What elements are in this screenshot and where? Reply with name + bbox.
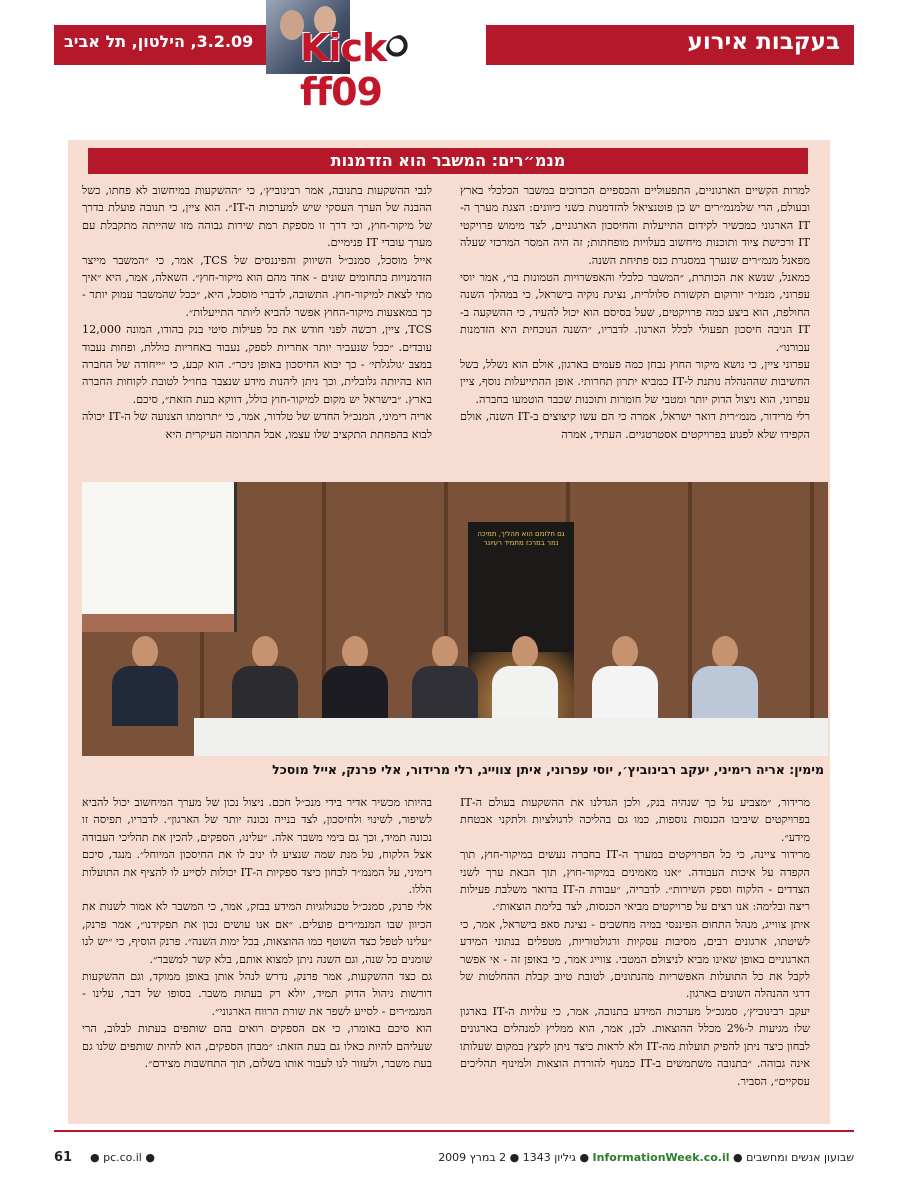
- panelist-body: [232, 666, 298, 726]
- site-link[interactable]: InformationWeek.co.il: [592, 1151, 730, 1164]
- panelist-body: [412, 666, 478, 726]
- pc-site: pc.co.il: [103, 1151, 142, 1164]
- paragraph: אלי פרנק, סמנכ״ל טכנולוגיות המידע בבזק, אמר, כי המשבר לא אמור לשנות את הכיוון שבו המנמ״רים פועלים. ״אם אנו עושים נכון את תפקידנו״, אמר פרנק, ״עלינו לטפל כצד השוטף כמו ההוצאות, בכל ימות השנה״. פרנק הוסיף, כי ״יש לנו שומנים כל שנה, וגם השנה ניתן למצוא אותם, בלא קשר למשבר״.: [82, 900, 432, 966]
- panelist: [692, 636, 758, 726]
- page-footer: [54, 1150, 854, 1172]
- panelist-body: [112, 666, 178, 726]
- panelist: [412, 636, 478, 726]
- article-headline: מנמ״רים: המשבר הוא הזדמנות: [88, 148, 808, 174]
- screen-band: [82, 614, 234, 632]
- date: 2 במרץ 2009: [438, 1151, 507, 1164]
- panelist: [112, 636, 178, 726]
- kickoff-logo: [266, 0, 486, 114]
- panelist-body: [692, 666, 758, 726]
- footer-left-site: ● pc.co.il ●: [90, 1151, 155, 1164]
- paragraph: בהיותו מכשיר אדיר בידי מנכ״ל חכם. ניצול נכון של מערך המיחשוב יכול להביא לשיפור, לשינוי ולחיסכון, לצד בנייה נכונה יותר של הארגון״. לדבריו, תפיסה זו נכונה תמיד, וכך גם בימי משבר אלה. ״עלינו, הספקים, להכין את תהליכי העבודה אצל הלקוח, על מנת שמה שנציע לו יניב לו את החיסכון המיוחל״. מנגד, סיכם רימיני, על המנמ״ר לבחון כיצד ספקיות ה-IT יכולות לסייע לו להציף את התועלות הללו.: [82, 796, 432, 897]
- panelist-body: [492, 666, 558, 726]
- panelist-head: [612, 636, 638, 668]
- issue: גיליון 1343: [522, 1151, 576, 1164]
- panelist-head: [432, 636, 458, 668]
- paragraph: כמאנל, שנשא את הכותרת, ״המשבר כלכלי והאפשרויות הטמונות בו״, אמר יוסי עפרוני, מנמ״ר יורוקום תקשורת סלולרית, נציגת נוקיה בישראל, כי במהלך השנה החולפת, הוא ביצע כמה פרויקטים, שעל בסיסם הוא יכול להעיד, כי ההשקעה ב-IT הניבה חיסכון תפעולי לכלל הארגון. לדבריו, ״השנה הנוכחית היא הזדמנות עבורנו״.: [460, 271, 810, 354]
- footer-rule: [54, 1130, 854, 1132]
- column-top-right: [460, 182, 810, 478]
- paragraph: עפרוני ציין, כי נושא מיקור החוץ נבחן כמה פעמים בארגון, אולם הוא נשלל, בשל החשיבות שההנהלה נותנת ל-IT כמביא יתרון תחרותי. אופן ההתייעלות נוסף, ציין עפרוני, הוא ניצול הדוק יותר ומטבי של חומרות ותוכנות שכבר הוטמעו בחברה.: [460, 358, 810, 406]
- page-header: [54, 0, 854, 114]
- paragraph: איתן צווייג, מנהל התחום הפיננסי במיה מחשבים - נציגת סאפ בישראל, אמר, כי לשיטתו, ארגונים רבים, מסיבות עסקיות ורגולטוריות, מטפלים בנתוני המידע הארגוניים באופן שאינו מביא לניצולם המטבי. צווייג אמר, כי באופן זה - אי אפשר לקבל את כל התועלות האפשריות מהנתונים, לטובת טיוב קבלת ההחלטות של דרגי ההנהלה השונים בארגון.: [460, 917, 810, 1001]
- soccer-ball-icon: [386, 35, 416, 65]
- column-bottom-right: [460, 794, 810, 1114]
- panelist: [592, 636, 658, 726]
- column-bottom-left: [82, 794, 432, 1114]
- panel-table: [194, 718, 828, 756]
- page-number: 61: [54, 1150, 73, 1165]
- paragraph: אייל מוסכל, סמנכ״ל השיווק והפיננסים של TCS, אמר, כי ״המשבר מייצר הזדמנויות בתחומים שונים - אחד מהם הוא מיקור-חוץ״. השאלה, אמר, היא ״איך מתי לצאת למיקור-חוץ. התשובה, לדברי מוסכל, היא, ״ככל שהמשבר עמוק יותר - כך במאצעות מיקור-החוץ אפשר להביא ליותר התייעלות״.: [82, 253, 432, 319]
- photo-caption-bar: [82, 760, 828, 780]
- column-top-left: [82, 182, 432, 478]
- panel-photo: [82, 482, 828, 756]
- paragraph: יעקב רבינוביץ׳, סמנכ״ל מערכות המידע בתנובה, אמר, כי עלויות ה-IT בארגון שלו מגיעות ל-2% מכלל ההוצאות. לכן, אמר, הוא ממליץ למנהלים בארגונים לבחון כיצד ניתן להפיק תועלות מה-IT ולא לראות כיצד ניתן לקצץ במקום שעלותו אינה גבוהה. ״בתנובה משתמשים ב-IT כמנוף להורדת הוצאות ולמינוף תהליכים עסקיים״, הסביר.: [460, 1004, 810, 1088]
- paragraph: TCS, ציין, רכשה לפני חודש את כל פעילות סיטי בנק בהודו, המונה 12,000 עובדים. ״ככל שנעביר יותר אחריות לספק, נעבוד באחריות כוללת, ופחות נעבוד במצב ׳גולגלתי׳ - כך יבוא החיסכון באופן ניכר״. הוא קבע, כי ״ייחודה של החברה הוא בהיותה גלובלית, וכך ניתן ליהנות מידע שנצבר בחו״ל לטובת לקוחות החברה בארץ. ״בישראל יש מקום למיקור-חוץ כולל, דווקא בעת הזאת״, סיכם.: [82, 323, 432, 406]
- section-title: בעקבות אירוע: [687, 29, 840, 55]
- paragraph: אריה רימיני, המנכ״ל החדש של טלדור, אמר, כי ״תרומתו הצנועה של ה-IT יכולה לבוא בהפחתת התקציב שלו עצמו, אבל התרומה העיקרית היא: [82, 410, 432, 441]
- event-info: 3.2.09, הילטון, תל אביב: [64, 32, 254, 51]
- panelist: [322, 636, 388, 726]
- banner-text: גם חלומם הוא תהליך, תמיכה נמר במרכז מתמיד רעיונר: [477, 530, 565, 547]
- panelist-head: [512, 636, 538, 668]
- paragraph: למרות הקשיים הארגוניים, התפעוליים והכספיים הכרוכים במשבר הכלכלי בארץ ובעולם, הרי שלמנמ״רים יש כן פוטנציאל להזדמנות כשני כיוונים: הצגת מערך ה-IT הארגוני כמכשיר לקידום התייעלות והחיסכון הארגוניים, לצד מימוש פרויקטי IT ורכישת ציוד ותוכנות מיחשוב בעלויות מופחתות; זה היה המסר המרכזי שעלה מפאנל מנמ״רים שנערך במסגרת כנס פתיחת השנה.: [460, 184, 810, 267]
- photo-caption: מימין: אריה רימיני, יעקב רבינוביץ׳, יוסי עפרוני, איתן צווייג, רלי מרידור, אלי פרנק, אייל מוסכל: [272, 762, 824, 777]
- logo-text: Kick: [300, 26, 387, 70]
- paragraph: מרידור, ״מצביע על כך שנהיה בנק, ולכן הגדלנו את ההשקעות בעולם ה-IT בפרויקטים שיביבו הכנסות נוספות, כמו גם בהליכה לרגולציות ולתקני אבטחת מידע״.: [460, 796, 810, 844]
- paragraph: רלי מרידור, מנמ״רית דואר ישראל, אמרה כי הם עשו קיצוצים ב-IT השנה, אולם הקפידו שלא לפגוע בפרויקטים אסטרטגיים. העתיד, אמרה: [460, 410, 810, 441]
- footer-info: שבועון אנשים ומחשבים ● InformationWeek.co.il ● גיליון 1343 ● 2 במרץ 2009: [438, 1151, 854, 1164]
- paragraph: גם כצד ההשקעות, אמר פרנק, נדרש לנהל אותן באופן ממוקד, וגם ההשקעות דורשות ניהול הדוק תמיד, יולא רק בעתות משבר. בסופו של דבר, עלינו - המנמ״רים - לסייע לשפר את שורת הרווח הארגוני״.: [82, 970, 432, 1018]
- publication: שבועון אנשים ומחשבים: [746, 1151, 854, 1164]
- panelist-body: [322, 666, 388, 726]
- panelist-body: [592, 666, 658, 726]
- panelist-head: [132, 636, 158, 668]
- paragraph: הוא סיכם באומרו, כי אם הספקים רואים בהם שותפים בעתות לבלוב, הרי שעליהם להיות כאלו גם בעת הזאת: ״מבחן הספקים, הוא להיות שותפים שלנו גם בעת משבר, ולעזור לנו לעבור אותו בשלום, תוך התחשבות מצידם״.: [82, 1022, 432, 1071]
- panelist-head: [342, 636, 368, 668]
- panelist-head: [252, 636, 278, 668]
- paragraph: מרידור ציינה, כי כל הפרויקטים במערך ה-IT בחברה נעשים במיקור-חוץ, תוך הקפדה על איכות העבודה. ״אנו מאמינים במיקור-חוץ, תוך הבאת ערך לשני הצדדים - הלקוח וספק השירות״. לדבריה, ״עבודת ה-IT בדואר משלבת פעילות ריצה ובלימה: אנו רצים על פרויקטים מביאי הכנסות, לצד בלימת הוצאות״.: [460, 848, 810, 914]
- logo-word: [300, 26, 486, 114]
- projection-screen: [82, 482, 237, 632]
- paragraph: לנבי ההשקעות בתנובה, אמר רבינוביץ׳, כי ״ההשקעות במיחשוב לא פחתו, כשל ההבנה של הערך העסקי שיש למערכות ה-IT״. הוא ציין, כי תנובה פועלת בדרך של מיקור-חוץ, וכי דרך זו מספקת רמת שירות גבוהה מזו שהייתה מתקבלת עם מערך עובדי IT פנימיים.: [82, 184, 432, 250]
- panelist: [232, 636, 298, 726]
- logo-suffix: ff09: [300, 70, 382, 114]
- panelist: [492, 636, 558, 726]
- panelist-head: [712, 636, 738, 668]
